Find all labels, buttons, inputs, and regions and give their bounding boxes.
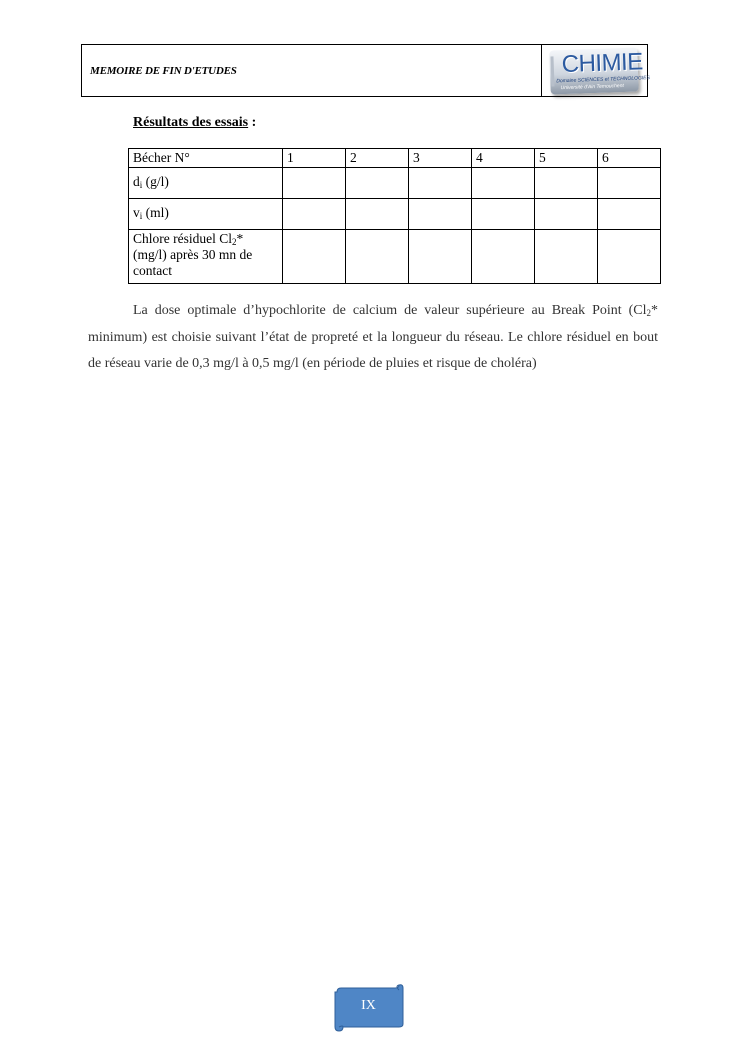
page-number-badge — [333, 984, 404, 1032]
table-cell — [346, 168, 409, 199]
logo-side-bar — [550, 56, 554, 86]
section-title-suffix: : — [248, 115, 257, 130]
row-label-unit: (g/l) — [142, 174, 169, 189]
row-label-text: v — [133, 205, 140, 220]
table-cell — [598, 199, 661, 230]
row-label-unit: * (mg/l) après 30 mn de contact — [133, 231, 253, 278]
table-row — [129, 168, 661, 199]
table-cell — [283, 199, 346, 230]
header-logo-cell — [542, 45, 651, 96]
table-cell — [283, 230, 346, 284]
table-cell — [598, 230, 661, 284]
logo-sub-text: Domaine SCIENCES et TECHNOLOGIES — [556, 75, 651, 85]
results-table — [128, 148, 661, 284]
row-label-di — [129, 168, 283, 199]
table-cell — [283, 168, 346, 199]
logo-sub2-text: Université d'Ain Temouchent — [560, 82, 624, 92]
row-label-sub: i — [139, 180, 143, 190]
table-cell — [346, 230, 409, 284]
header-cell-1: 1 — [283, 149, 346, 168]
header-cell-6: 6 — [598, 149, 661, 168]
table-cell — [472, 168, 535, 199]
paragraph-sub: 2 — [646, 308, 651, 318]
section-title — [133, 115, 256, 131]
row-label-sub: 2 — [231, 237, 237, 247]
table-cell — [409, 230, 472, 284]
table-cell — [535, 230, 598, 284]
table-row — [129, 230, 661, 284]
header-cell-becher: Bécher N° — [129, 149, 283, 168]
paragraph-text-2: * minimum) est choisie suivant l’état de propreté et la longueur du réseau. Le chlore résiduel en bout de réseau varie de 0,3 mg/l à 0,5 mg/l (en période de pluies et risque de choléra) — [88, 303, 658, 371]
table-cell — [346, 199, 409, 230]
table-cell — [598, 168, 661, 199]
header-cell-2: 2 — [346, 149, 409, 168]
table-header-row — [129, 149, 661, 168]
table-cell — [535, 168, 598, 199]
table-cell — [535, 199, 598, 230]
paragraph-text-1: La dose optimale d’hypochlorite de calcium de valeur supérieure au Break Point (Cl — [133, 303, 647, 318]
chimie-logo — [549, 47, 651, 94]
row-label-text: d — [133, 174, 140, 189]
table-cell — [472, 230, 535, 284]
row-label-chlore — [129, 230, 283, 284]
page-header — [81, 44, 651, 97]
header-title: MEMOIRE DE FIN D'ETUDES — [82, 45, 542, 96]
table-cell — [472, 199, 535, 230]
table-cell — [409, 168, 472, 199]
page-number: IX — [361, 998, 376, 1013]
section-title-text: Résultats des essais — [133, 115, 249, 130]
row-label-sub: i — [139, 211, 143, 221]
header-cell-5: 5 — [535, 149, 598, 168]
body-paragraph — [88, 298, 658, 378]
header-cell-3: 3 — [409, 149, 472, 168]
row-label-unit: (ml) — [142, 205, 169, 220]
table-row — [129, 199, 661, 230]
row-label-vi — [129, 199, 283, 230]
row-label-text: Chlore résiduel Cl — [133, 231, 232, 246]
table-cell — [409, 199, 472, 230]
logo-main-text: CHIMIE — [561, 48, 644, 79]
header-cell-4: 4 — [472, 149, 535, 168]
